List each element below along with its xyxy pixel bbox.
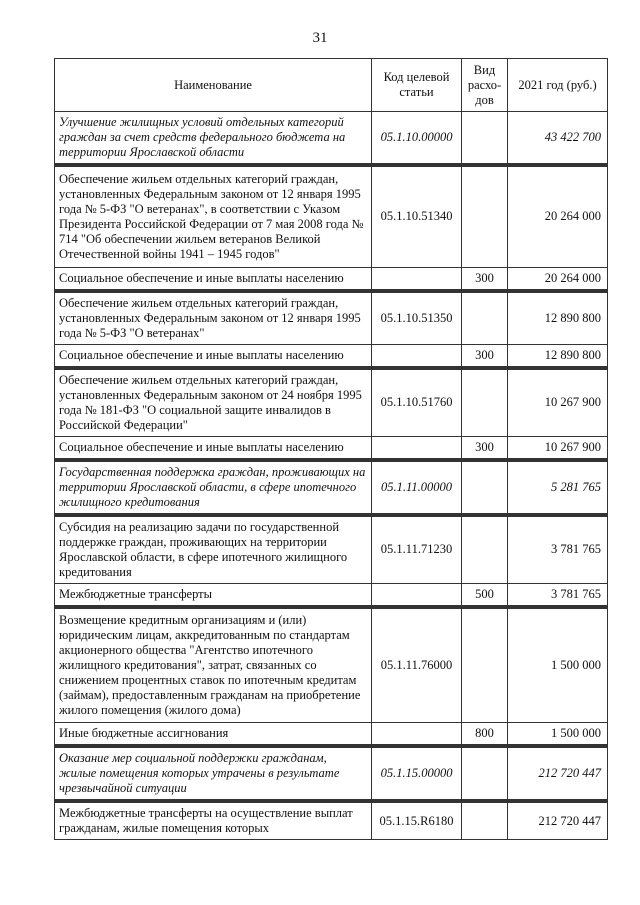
table-row bbox=[55, 436, 608, 460]
row-kind bbox=[462, 112, 508, 166]
row-name: Социальное обеспечение и иные выплаты населению bbox=[55, 267, 372, 291]
row-kind: 500 bbox=[462, 583, 508, 607]
row-amount: 10 267 900 bbox=[508, 368, 608, 437]
row-name: Межбюджетные трансферты на осуществление выплат гражданам, жилые помещения которых bbox=[55, 801, 372, 840]
row-amount: 10 267 900 bbox=[508, 436, 608, 460]
row-name: Улучшение жилищных условий отдельных категорий граждан за счет средств федерального бюджета на территории Ярославской области bbox=[55, 112, 372, 166]
table-row bbox=[55, 267, 608, 291]
row-amount: 43 422 700 bbox=[508, 112, 608, 166]
row-name: Оказание мер социальной поддержки гражданам, жилые помещения которых утрачены в результате чрезвычайной ситуации bbox=[55, 746, 372, 801]
row-code: 05.1.10.51350 bbox=[372, 291, 462, 345]
table-row bbox=[55, 344, 608, 368]
row-code: 05.1.11.71230 bbox=[372, 515, 462, 584]
row-kind bbox=[462, 801, 508, 840]
table-row bbox=[55, 746, 608, 801]
row-amount: 1 500 000 bbox=[508, 607, 608, 723]
table-row bbox=[55, 368, 608, 437]
row-name: Социальное обеспечение и иные выплаты населению bbox=[55, 344, 372, 368]
table-row bbox=[55, 112, 608, 166]
row-name: Социальное обеспечение и иные выплаты населению bbox=[55, 436, 372, 460]
row-amount: 5 281 765 bbox=[508, 460, 608, 515]
row-amount: 1 500 000 bbox=[508, 723, 608, 747]
row-kind bbox=[462, 515, 508, 584]
row-name: Межбюджетные трансферты bbox=[55, 583, 372, 607]
row-name: Субсидия на реализацию задачи по государственной поддержке граждан, проживающих на территории Ярославской области, в сфере ипотечного жилищного кредитования bbox=[55, 515, 372, 584]
row-code: 05.1.15.R6180 bbox=[372, 801, 462, 840]
row-kind bbox=[462, 460, 508, 515]
budget-table bbox=[54, 58, 608, 840]
header-amount: 2021 год (руб.) bbox=[508, 59, 608, 112]
row-kind: 800 bbox=[462, 723, 508, 747]
table-row bbox=[55, 583, 608, 607]
row-code: 05.1.10.51760 bbox=[372, 368, 462, 437]
table-row bbox=[55, 515, 608, 584]
row-name: Обеспечение жильем отдельных категорий граждан, установленных Федеральным законом от 12 января 1995 года № 5-ФЗ "О ветеранах", в соответствии с Указом Президента Российской Федерации от 7 мая 2008 года № 714 "Об обеспечении жильем ветеранов Великой Отечественной войны 1941 – 1945 годов" bbox=[55, 165, 372, 267]
row-kind bbox=[462, 368, 508, 437]
row-code: 05.1.15.00000 bbox=[372, 746, 462, 801]
table-row bbox=[55, 723, 608, 747]
row-name: Иные бюджетные ассигнования bbox=[55, 723, 372, 747]
row-kind: 300 bbox=[462, 267, 508, 291]
row-amount: 12 890 800 bbox=[508, 291, 608, 345]
row-amount: 12 890 800 bbox=[508, 344, 608, 368]
row-name: Возмещение кредитным организациям и (или) юридическим лицам, аккредитованным по стандартам акционерного общества "Агентство ипотечного жилищного кредитования", затрат, связанных со снижением процентных ставок по ипотечным кредитам (займам), предоставленным гражданам на приобретение жилого помещения (жилого дома) bbox=[55, 607, 372, 723]
row-code: 05.1.11.00000 bbox=[372, 460, 462, 515]
row-amount: 212 720 447 bbox=[508, 801, 608, 840]
row-amount: 3 781 765 bbox=[508, 515, 608, 584]
header-name: Наименование bbox=[55, 59, 372, 112]
row-code bbox=[372, 436, 462, 460]
row-name: Государственная поддержка граждан, проживающих на территории Ярославской области, в сфере ипотечного жилищного кредитования bbox=[55, 460, 372, 515]
row-amount: 212 720 447 bbox=[508, 746, 608, 801]
row-code bbox=[372, 344, 462, 368]
row-kind bbox=[462, 165, 508, 267]
row-code: 05.1.10.51340 bbox=[372, 165, 462, 267]
row-kind bbox=[462, 607, 508, 723]
table-row bbox=[55, 291, 608, 345]
header-code: Код целевой статьи bbox=[372, 59, 462, 112]
row-kind: 300 bbox=[462, 344, 508, 368]
row-kind bbox=[462, 291, 508, 345]
row-kind: 300 bbox=[462, 436, 508, 460]
row-code: 05.1.10.00000 bbox=[372, 112, 462, 166]
table-header-row bbox=[55, 59, 608, 112]
header-kind: Вид расхо-дов bbox=[462, 59, 508, 112]
row-kind bbox=[462, 746, 508, 801]
row-amount: 20 264 000 bbox=[508, 165, 608, 267]
table-row bbox=[55, 801, 608, 840]
row-name: Обеспечение жильем отдельных категорий граждан, установленных Федеральным законом от 12 января 1995 года № 5-ФЗ "О ветеранах" bbox=[55, 291, 372, 345]
table-row bbox=[55, 607, 608, 723]
row-name: Обеспечение жильем отдельных категорий граждан, установленных Федеральным законом от 24 ноября 1995 года № 181-ФЗ "О социальной защите инвалидов в Российской Федерации" bbox=[55, 368, 372, 437]
table-row bbox=[55, 165, 608, 267]
row-code bbox=[372, 267, 462, 291]
row-code: 05.1.11.76000 bbox=[372, 607, 462, 723]
row-amount: 3 781 765 bbox=[508, 583, 608, 607]
row-code bbox=[372, 583, 462, 607]
row-amount: 20 264 000 bbox=[508, 267, 608, 291]
row-code bbox=[372, 723, 462, 747]
table-row bbox=[55, 460, 608, 515]
page-number: 31 bbox=[312, 30, 328, 46]
